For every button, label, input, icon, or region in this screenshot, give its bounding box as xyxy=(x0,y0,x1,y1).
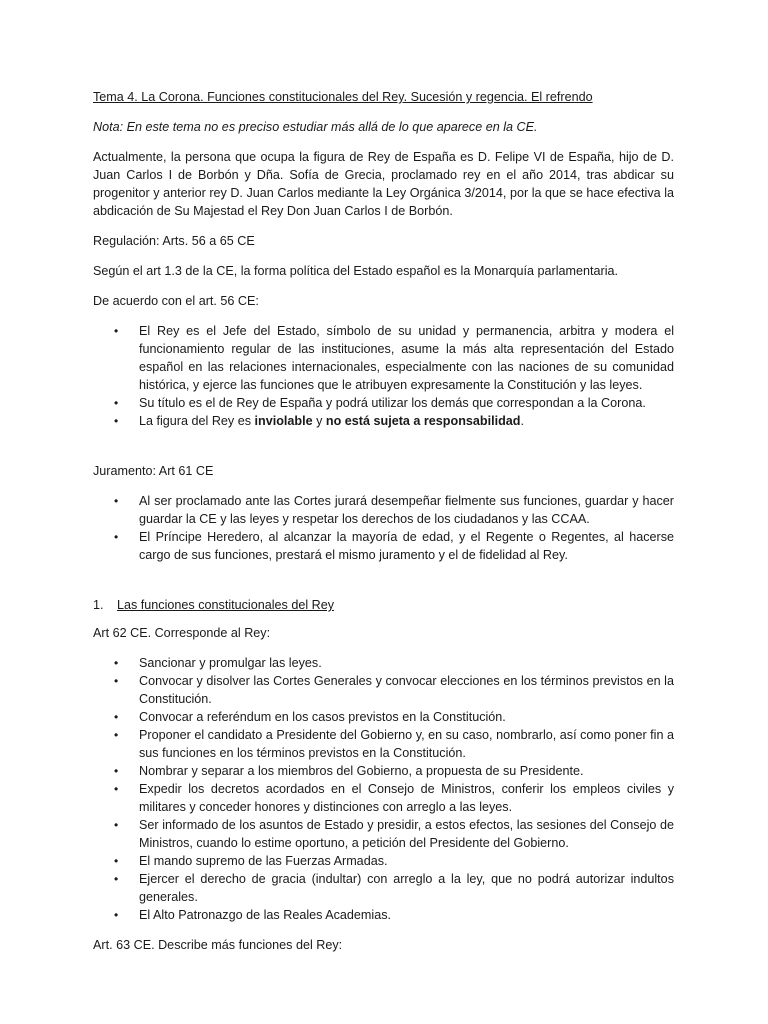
list-item: • Nombrar y separar a los miembros del Gobierno, a propuesta de su Presidente. xyxy=(114,764,584,778)
bullet-icon: • xyxy=(114,854,119,868)
bullet-icon: • xyxy=(114,324,119,338)
bullet-icon: • xyxy=(114,494,119,508)
list-item: • Ser informado de los asuntos de Estado y presidir, a estos efectos, las sesiones del Consejo de Ministros, cuando lo estime oportuno, a petición del Presidente del Gobierno. xyxy=(114,818,674,850)
list-item: • Convocar a referéndum en los casos previstos en la Constitución. xyxy=(114,710,506,724)
bullet-icon: • xyxy=(114,710,119,724)
bullet-icon: • xyxy=(114,908,119,922)
section-title: Las funciones constitucionales del Rey xyxy=(117,598,335,612)
art56-heading: De acuerdo con el art. 56 CE: xyxy=(93,294,259,308)
art62-heading: Art 62 CE. Corresponde al Rey: xyxy=(93,626,271,640)
bold-no-responsabilidad: no está sujeta a responsabilidad xyxy=(325,414,521,428)
section-number: 1. xyxy=(93,598,104,612)
intro-paragraph: Actualmente, la persona que ocupa la figura de Rey de España es D. Felipe VI de España, hijo de D. Juan Carlos I de Borbón y Dña. Sofía de Grecia, proclamado rey en el año 2014, tras abdicar su progenitor y anterior rey D. Juan Carlos mediante la Ley Orgánica 3/2014, por la que se hace efectiva la abdicación de Su Majestad el Rey Don Juan Carlos I de Borbón. xyxy=(93,150,674,218)
art13-paragraph: Según el art 1.3 de la CE, la forma política del Estado español es la Monarquía parlamentaria. xyxy=(93,264,619,278)
list-item: • La figura del Rey es inviolable y no está sujeta a responsabilidad. xyxy=(114,414,524,428)
bold-inviolable: inviolable xyxy=(254,414,313,428)
bullet-icon: • xyxy=(114,872,119,886)
document-body xyxy=(93,88,674,966)
art56-list xyxy=(93,322,674,430)
bullet-icon: • xyxy=(114,396,119,410)
list-item: • Ejercer el derecho de gracia (indultar) con arreglo a la ley, que no podrá autorizar indultos generales. xyxy=(114,872,674,904)
bullet-icon: • xyxy=(114,414,119,428)
bullet-icon: • xyxy=(114,656,119,670)
list-item: • Proponer el candidato a Presidente del Gobierno y, en su caso, nombrarlo, así como poner fin a sus funciones en los términos previstos en la Constitución. xyxy=(114,728,674,760)
bullet-icon: • xyxy=(114,782,119,796)
note-paragraph: Nota: En este tema no es preciso estudiar más allá de lo que aparece en la CE. xyxy=(93,120,538,134)
spacer xyxy=(93,442,674,462)
list-item: • Sancionar y promulgar las leyes. xyxy=(114,656,322,670)
list-item: • Expedir los decretos acordados en el Consejo de Ministros, conferir los empleos civiles y militares y conceder honores y distinciones con arreglo a las leyes. xyxy=(114,782,674,814)
bullet-icon: • xyxy=(114,728,119,742)
art63-heading: Art. 63 CE. Describe más funciones del Rey: xyxy=(93,938,343,952)
list-item: • Al ser proclamado ante las Cortes jurará desempeñar fielmente sus funciones, guardar y hacer guardar la CE y las leyes y respetar los derechos de los ciudadanos y las CCAA. xyxy=(114,494,674,526)
regulation-paragraph: Regulación: Arts. 56 a 65 CE xyxy=(93,234,255,248)
list-item: • Convocar y disolver las Cortes Generales y convocar elecciones en los términos previstos en la Constitución. xyxy=(114,674,674,706)
list-item: • El Alto Patronazgo de las Reales Academias. xyxy=(114,908,392,922)
spacer xyxy=(93,576,674,596)
bullet-icon: • xyxy=(114,764,119,778)
bullet-icon: • xyxy=(114,530,119,544)
section-heading xyxy=(93,596,674,614)
juramento-heading: Juramento: Art 61 CE xyxy=(93,464,214,478)
bullet-icon: • xyxy=(114,818,119,832)
list-item: • Su título es el de Rey de España y podrá utilizar los demás que correspondan a la Corona. xyxy=(114,396,646,410)
juramento-list xyxy=(93,492,674,564)
page-title: Tema 4. La Corona. Funciones constitucionales del Rey. Sucesión y regencia. El refrendo xyxy=(93,90,593,104)
bullet-icon: • xyxy=(114,674,119,688)
art62-list xyxy=(93,654,674,924)
list-item: • El Príncipe Heredero, al alcanzar la mayoría de edad, y el Regente o Regentes, al hacerse cargo de sus funciones, prestará el mismo juramento y el de fidelidad al Rey. xyxy=(114,530,674,562)
list-item: • El Rey es el Jefe del Estado, símbolo de su unidad y permanencia, arbitra y modera el funcionamiento regular de las instituciones, asume la más alta representación del Estado español en las relaciones internacionales, especialmente con las naciones de su comunidad histórica, y ejerce las funciones que le atribuyen expresamente la Constitución y las leyes. xyxy=(114,324,674,392)
list-item: • El mando supremo de las Fuerzas Armadas. xyxy=(114,854,388,868)
